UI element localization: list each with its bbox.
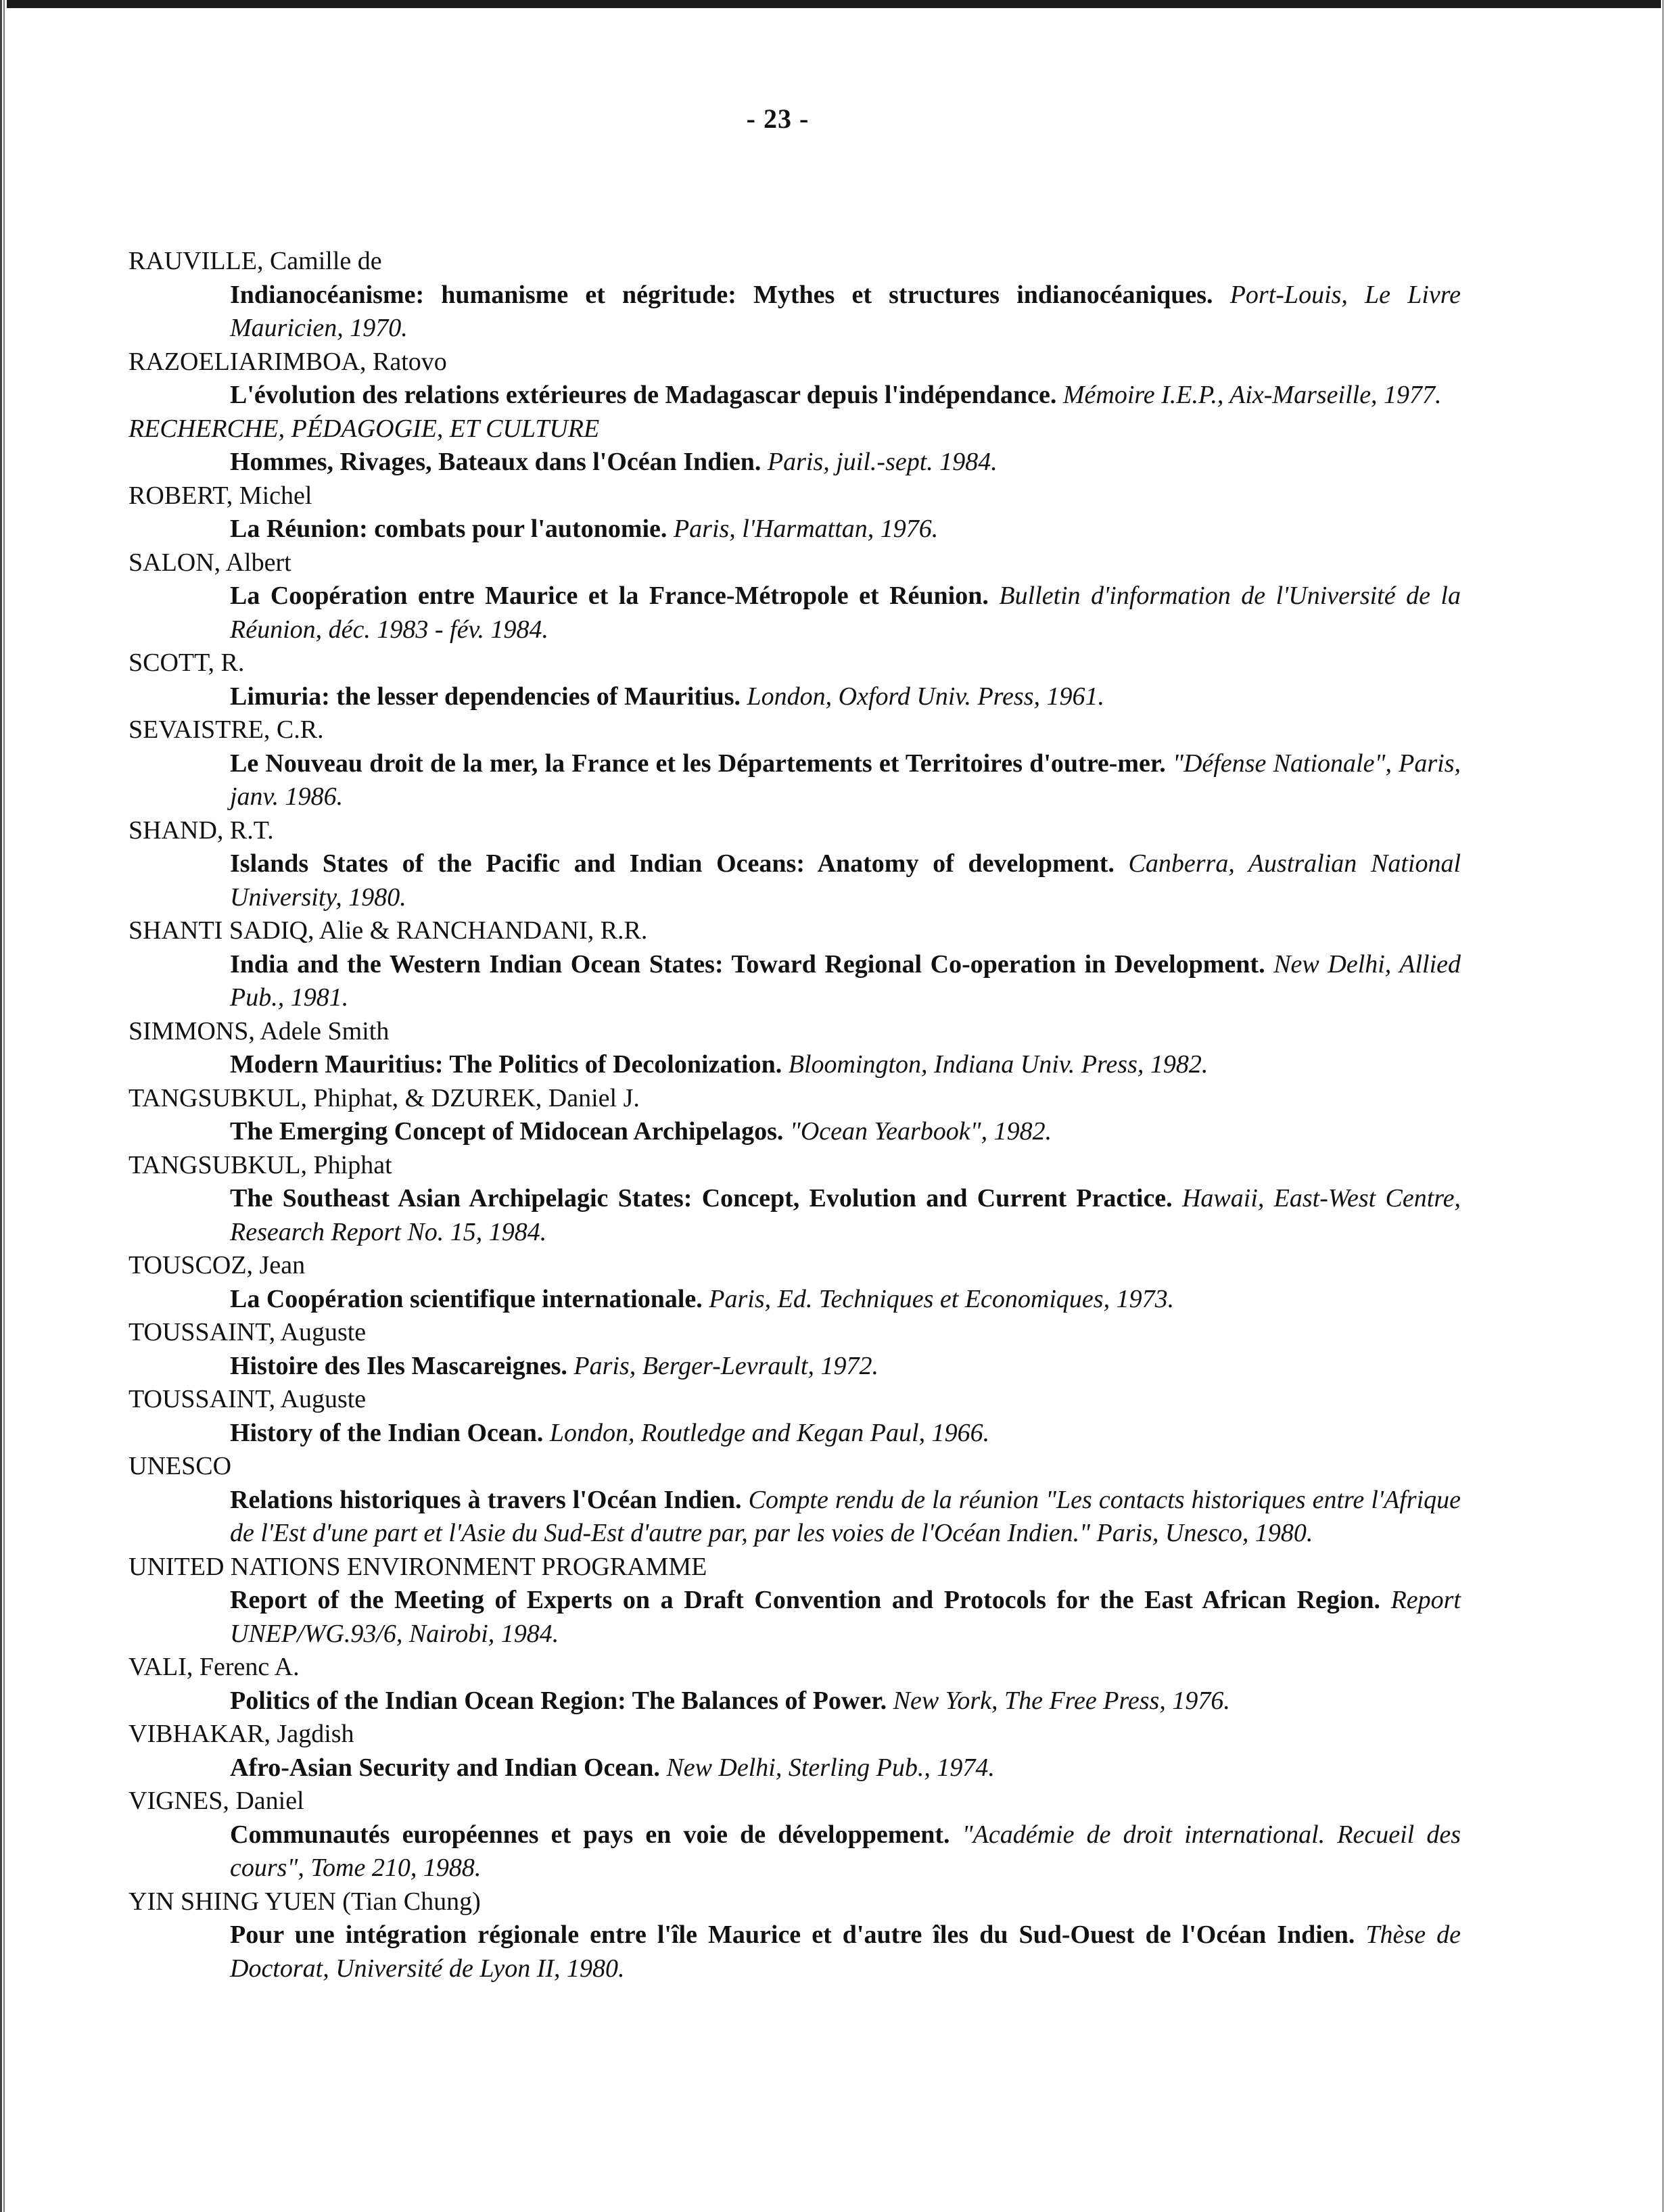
bibliography-entry (128, 413, 1461, 479)
bibliography-list (128, 245, 1461, 1985)
entry-publication: "Ocean Yearbook", 1982. (789, 1117, 1052, 1146)
entry-publication: Paris, Berger-Levrault, 1972. (573, 1351, 878, 1380)
entry-work (128, 513, 1461, 546)
entry-publication: Compte rendu de la réunion "Les contacts historiques entre l'Afrique de l'Est d'une part et l'Asie du Sud-Est d'autre par, par les voies de l'Océan Indien." Paris, Unesco, 1980. (230, 1485, 1461, 1547)
bibliography-entry (128, 1316, 1461, 1383)
entry-work (128, 1417, 1461, 1451)
entry-publication: "Défense Nationale", Paris, janv. 1986. (230, 749, 1461, 811)
entry-author: YIN SHING YUEN (Tian Chung) (128, 1887, 481, 1916)
scan-left-border (0, 0, 7, 2212)
entry-author: SALON, Albert (128, 548, 291, 577)
bibliography-entry (128, 814, 1461, 915)
entry-work (128, 379, 1461, 413)
entry-title: Indianocéanisme: humanisme et négritude: Mythes et structures indianocéaniques. (230, 280, 1213, 309)
entry-publication: Bloomington, Indiana Univ. Press, 1982. (788, 1050, 1209, 1079)
entry-work (128, 847, 1461, 914)
scan-right-border (1661, 0, 1665, 2212)
entry-title: Modern Mauritius: The Politics of Decolonization. (230, 1050, 782, 1079)
bibliography-entry (128, 1149, 1461, 1250)
entry-work (128, 747, 1461, 814)
entry-publication: Port-Louis, Le Livre Mauricien, 1970. (230, 280, 1461, 342)
entry-author: VIGNES, Daniel (128, 1787, 304, 1815)
entry-publication: Canberra, Australian National University, 1980. (230, 849, 1461, 912)
entry-author: TANGSUBKUL, Phiphat, & DZUREK, Daniel J. (128, 1083, 640, 1112)
entry-work (128, 1048, 1461, 1082)
entry-work (128, 1685, 1461, 1718)
entry-title: Afro-Asian Security and Indian Ocean. (230, 1753, 660, 1782)
entry-publication: Paris, juil.-sept. 1984. (767, 448, 998, 476)
entry-title: La Réunion: combats pour l'autonomie. (230, 515, 667, 543)
entry-title: Pour une intégration régionale entre l'île Maurice et d'autre îles du Sud-Ouest de l'Océan Indien. (230, 1921, 1355, 1949)
entry-work (128, 1182, 1461, 1249)
entry-publication: Report UNEP/WG.93/6, Nairobi, 1984. (230, 1586, 1461, 1648)
entry-author: RAZOELIARIMBOA, Ratovo (128, 347, 447, 376)
bibliography-entry (128, 346, 1461, 413)
entry-author: SEVAISTRE, C.R. (128, 715, 324, 744)
bibliography-entry (128, 546, 1461, 647)
entry-work (128, 1350, 1461, 1384)
entry-title: La Coopération entre Maurice et la France-Métropole et Réunion. (230, 582, 989, 610)
entry-publication: New Delhi, Allied Pub., 1981. (230, 949, 1461, 1012)
entry-author: VALI, Ferenc A. (128, 1653, 300, 1681)
entry-author: TOUSSAINT, Auguste (128, 1385, 367, 1413)
entry-work (128, 1919, 1461, 1985)
bibliography-entry (128, 1551, 1461, 1651)
bibliography-entry (128, 1718, 1461, 1785)
entry-author: UNITED NATIONS ENVIRONMENT PROGRAMME (128, 1552, 707, 1581)
entry-author: UNESCO (128, 1452, 232, 1480)
entry-publication: New York, The Free Press, 1976. (893, 1686, 1230, 1715)
entry-work (128, 1283, 1461, 1317)
bibliography-entry (128, 1651, 1461, 1718)
bibliography-entry (128, 245, 1461, 346)
entry-publication: Thèse de Doctorat, Université de Lyon II, 1980. (230, 1921, 1461, 1983)
entry-title: Politics of the Indian Ocean Region: The Balances of Power. (230, 1686, 887, 1715)
entry-title: History of the Indian Ocean. (230, 1418, 544, 1447)
entry-title: Communautés européennes et pays en voie de développement. (230, 1820, 950, 1849)
entry-title: The Emerging Concept of Midocean Archipelagos. (230, 1117, 784, 1146)
scan-top-border (0, 0, 1665, 8)
entry-work (128, 1584, 1461, 1651)
entry-publication: London, Routledge and Kegan Paul, 1966. (549, 1418, 990, 1447)
bibliography-entry (128, 914, 1461, 1015)
entry-publication: "Académie de droit international. Recueil des cours", Tome 210, 1988. (230, 1820, 1461, 1882)
bibliography-entry (128, 1383, 1461, 1450)
entry-work (128, 446, 1461, 479)
entry-work (128, 1751, 1461, 1785)
entry-author: SHANTI SADIQ, Alie & RANCHANDANI, R.R. (128, 916, 648, 945)
entry-title: The Southeast Asian Archipelagic States: Concept, Evolution and Current Practice. (230, 1184, 1173, 1213)
bibliography-entry (128, 646, 1461, 713)
entry-publication: Hawaii, East-West Centre, Research Report No. 15, 1984. (230, 1184, 1461, 1246)
entry-title: Report of the Meeting of Experts on a Draft Convention and Protocols for the East African Region. (230, 1586, 1380, 1614)
entry-work (128, 279, 1461, 346)
entry-publication: Paris, l'Harmattan, 1976. (673, 515, 939, 543)
entry-title: Histoire des Iles Mascareignes. (230, 1351, 567, 1380)
entry-publication: Mémoire I.E.P., Aix-Marseille, 1977. (1062, 381, 1442, 409)
entry-title: L'évolution des relations extérieures de Madagascar depuis l'indépendance. (230, 381, 1057, 409)
entry-title: Islands States of the Pacific and Indian Oceans: Anatomy of development. (230, 849, 1115, 878)
entry-author: RECHERCHE, PÉDAGOGIE, ET CULTURE (128, 414, 600, 443)
entry-author: TOUSSAINT, Auguste (128, 1318, 367, 1346)
entry-work (128, 1818, 1461, 1885)
entry-work (128, 580, 1461, 646)
entry-author: SIMMONS, Adele Smith (128, 1016, 390, 1045)
entry-title: Relations historiques à travers l'Océan Indien. (230, 1485, 742, 1514)
bibliography-entry (128, 1249, 1461, 1316)
entry-title: India and the Western Indian Ocean States: Toward Regional Co-operation in Development. (230, 949, 1265, 979)
bibliography-entry (128, 713, 1461, 814)
bibliography-entry (128, 1450, 1461, 1551)
bibliography-entry (128, 1785, 1461, 1885)
entry-author: ROBERT, Michel (128, 481, 312, 510)
entry-publication: Bulletin d'information de l'Université de la Réunion, déc. 1983 - fév. 1984. (230, 582, 1461, 644)
entry-title: Le Nouveau droit de la mer, la France et les Départements et Territoires d'outre-mer. (230, 749, 1166, 778)
entry-title: Limuria: the lesser dependencies of Mauritius. (230, 682, 741, 711)
entry-author: TANGSUBKUL, Phiphat (128, 1150, 392, 1179)
entry-work (128, 948, 1461, 1015)
bibliography-entry (128, 1015, 1461, 1082)
entry-author: TOUSCOZ, Jean (128, 1251, 306, 1279)
page-number: - 23 - (746, 103, 810, 134)
entry-publication: New Delhi, Sterling Pub., 1974. (666, 1753, 995, 1782)
entry-author: VIBHAKAR, Jagdish (128, 1720, 354, 1748)
entry-author: SCOTT, R. (128, 649, 245, 677)
entry-author: SHAND, R.T. (128, 816, 274, 845)
bibliography-entry (128, 1082, 1461, 1149)
entry-publication: Paris, Ed. Techniques et Economiques, 1973. (709, 1284, 1175, 1313)
entry-author: RAUVILLE, Camille de (128, 247, 382, 275)
bibliography-entry (128, 1885, 1461, 1986)
bibliography-entry (128, 479, 1461, 546)
entry-title: Hommes, Rivages, Bateaux dans l'Océan Indien. (230, 448, 761, 476)
entry-work (128, 1115, 1461, 1149)
entry-work (128, 680, 1461, 714)
entry-publication: London, Oxford Univ. Press, 1961. (747, 682, 1104, 711)
entry-work (128, 1484, 1461, 1551)
entry-title: La Coopération scientifique internationale. (230, 1284, 703, 1313)
